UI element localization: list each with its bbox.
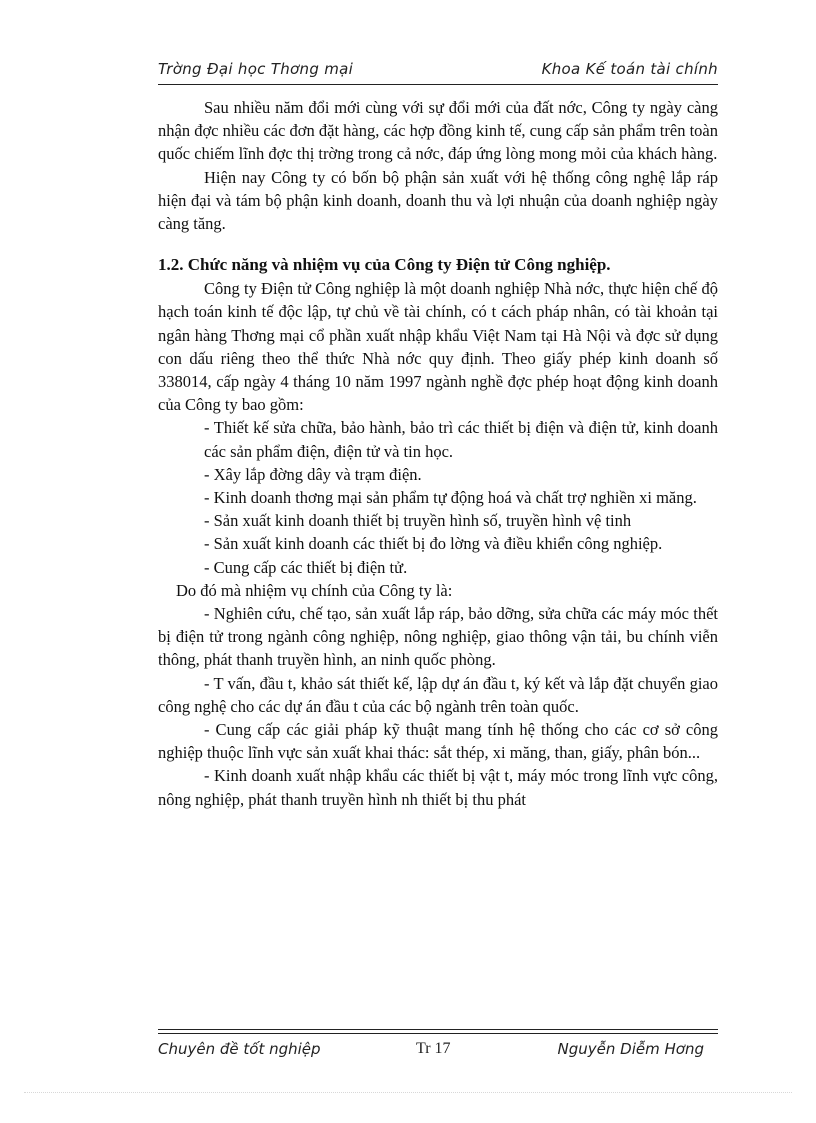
business-line-item: - Thiết kế sửa chữa, bảo hành, bảo trì các thiết bị điện và điện tử, kinh doanh các sản phẩm điện, điện tử và tin học. <box>204 418 718 461</box>
duty-item: - T vấn, đầu t, khảo sát thiết kế, lập dự án đầu t, ký kết và lắp đặt chuyển giao công nghệ cho các dự án đầu t của các bộ ngành trên toàn quốc. <box>158 673 718 716</box>
page-number: Tr 17 <box>416 1040 451 1057</box>
header-faculty: Khoa Kế toán tài chính <box>541 60 718 78</box>
running-footer <box>158 1040 718 1062</box>
business-line-item: - Sản xuất kinh doanh thiết bị truyền hình số, truyền hình vệ tinh <box>204 511 632 531</box>
footer-rule-lower <box>158 1033 718 1034</box>
duty-item: - Kinh doanh xuất nhập khẩu các thiết bị vật t, máy móc trong lĩnh vực công, nông nghiệp, phát thanh truyền hình nh thiết bị thu phát <box>158 766 718 809</box>
running-header <box>158 58 718 82</box>
paragraph-function: Công ty Điện tử Công nghiệp là một doanh nghiệp Nhà nớc, thực hiện chế độ hạch toán kinh tế độc lập, tự chủ về tài chính, có t cách pháp nhân, có tài khoản tại ngân hàng Thơng mại cổ phần xuất nhập khẩu Việt Nam tại Hà Nội và đợc sử dụng con dấu riêng theo thể thức Nhà nớc quy định. Theo giấy phép kinh doanh số 338014, cấp ngày 4 tháng 10 năm 1997 ngành nghề đợc phép hoạt động kinh doanh của Công ty bao gồm: <box>158 279 718 415</box>
header-rule <box>158 84 718 85</box>
footer-author: Nguyễn Diễm Hơng <box>557 1040 704 1058</box>
footer-rule-upper <box>158 1029 718 1030</box>
business-line-item: - Xây lắp đờng dây và trạm điện. <box>204 464 422 484</box>
business-line-item: - Kinh doanh thơng mại sản phẩm tự động hoá và chất trợ nghiền xi măng. <box>204 488 697 508</box>
duties-intro: Do đó mà nhiệm vụ chính của Công ty là: <box>176 580 453 600</box>
paragraph-intro-1: Sau nhiều năm đổi mới cùng với sự đổi mới của đất nớc, Công ty ngày càng nhận đợc nhiều các đơn đặt hàng, các hợp đồng kinh tế, cung cấp sản phẩm trên toàn quốc chiếm lĩnh đợc thị trờng trong cả nớc, đáp ứng lòng mong mỏi của khách hàng. <box>158 98 718 164</box>
header-university: Trờng Đại học Thơng mại <box>158 60 354 78</box>
footer-thesis-label: Chuyên đề tốt nghiệp <box>158 1040 321 1058</box>
business-line-item: - Cung cấp các thiết bị điện tử. <box>204 557 408 577</box>
duty-item: - Nghiên cứu, chế tạo, sản xuất lắp ráp, bảo dỡng, sửa chữa các máy móc thết bị điện tử trong ngành công nghiệp, nông nghiệp, giao thông vận tải, bu chính viễn thông, phát thanh truyền hình, an ninh quốc phòng. <box>158 604 718 670</box>
page-edge-dotted-line <box>24 1092 792 1093</box>
paragraph-intro-2: Hiện nay Công ty có bốn bộ phận sản xuất với hệ thống công nghệ lắp ráp hiện đại và tám bộ phận kinh doanh, doanh thu và lợi nhuận của doanh nghiệp ngày càng tăng. <box>158 167 718 234</box>
section-heading: 1.2. Chức năng và nhiệm vụ của Công ty Điện tử Công nghiệp. <box>158 255 611 275</box>
duty-item: - Cung cấp các giải pháp kỹ thuật mang tính hệ thống cho các cơ sở công nghiệp thuộc lĩnh vực sản xuất khai thác: sắt thép, xi măng, than, giấy, phân bón... <box>158 720 718 763</box>
page-body <box>158 96 718 811</box>
business-line-item: - Sản xuất kinh doanh các thiết bị đo lờng và điều khiển công nghiệp. <box>204 534 663 554</box>
